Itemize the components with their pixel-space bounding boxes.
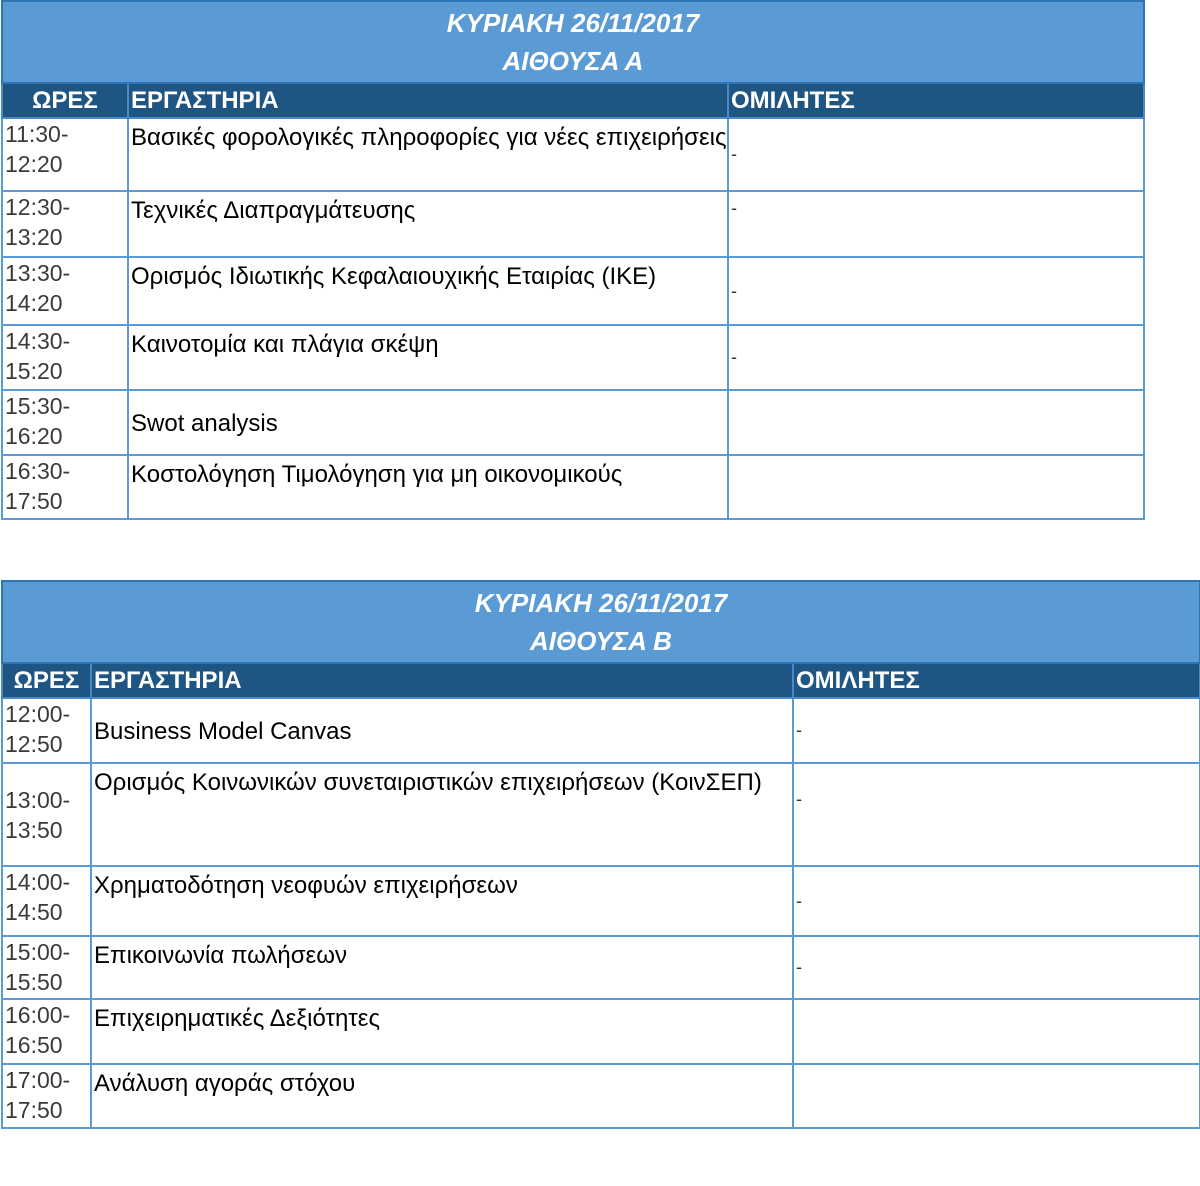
speaker-cell: - bbox=[793, 866, 1200, 936]
time-cell: 14:00- 14:50 bbox=[2, 866, 91, 936]
header-row bbox=[2, 663, 1200, 698]
speaker-cell: - bbox=[728, 118, 1144, 191]
title-room: ΑΙΘΟΥΣΑ Α bbox=[502, 46, 644, 76]
speaker-cell: - bbox=[728, 257, 1144, 325]
speaker-cell: - bbox=[728, 325, 1144, 390]
table-row bbox=[2, 455, 1144, 519]
header-workshops: ΕΡΓΑΣΤΗΡΙΑ bbox=[91, 663, 793, 698]
table-row bbox=[2, 866, 1200, 936]
speaker-cell: - bbox=[793, 698, 1200, 763]
table-row bbox=[2, 698, 1200, 763]
speaker-cell bbox=[793, 1064, 1200, 1128]
table-row bbox=[2, 390, 1144, 455]
speaker-cell bbox=[728, 390, 1144, 455]
workshop-cell: Ανάλυση αγοράς στόχου bbox=[91, 1064, 793, 1128]
workshop-cell: Βασικές φορολογικές πληροφορίες για νέες επιχειρήσεις bbox=[128, 118, 728, 191]
time-cell: 17:00- 17:50 bbox=[2, 1064, 91, 1128]
table-row bbox=[2, 257, 1144, 325]
workshop-cell: Ορισμός Ιδιωτικής Κεφαλαιουχικής Εταιρίας (ΙΚΕ) bbox=[128, 257, 728, 325]
workshop-cell: Swot analysis bbox=[128, 390, 728, 455]
workshop-cell: Επικοινωνία πωλήσεων bbox=[91, 936, 793, 999]
workshop-cell: Καινοτομία και πλάγια σκέψη bbox=[128, 325, 728, 390]
title-date: ΚΥΡΙΑΚΗ 26/11/2017 bbox=[446, 8, 700, 38]
workshop-cell: Τεχνικές Διαπραγμάτευσης bbox=[128, 191, 728, 257]
speaker-cell: - bbox=[728, 191, 1144, 257]
header-time: ΩΡΕΣ bbox=[2, 83, 128, 118]
workshop-cell: Ορισμός Κοινωνικών συνεταιριστικών επιχειρήσεων (ΚοινΣΕΠ) bbox=[91, 763, 793, 866]
table-row bbox=[2, 1064, 1200, 1128]
workshop-cell: Κοστολόγηση Τιμολόγηση για μη οικονομικούς bbox=[128, 455, 728, 519]
speaker-cell bbox=[793, 999, 1200, 1064]
schedule-table-room-a bbox=[1, 0, 1145, 520]
table-title-row bbox=[2, 581, 1200, 663]
time-cell: 15:30- 16:20 bbox=[2, 390, 128, 455]
header-time: ΩΡΕΣ bbox=[2, 663, 91, 698]
speaker-cell: - bbox=[793, 936, 1200, 999]
time-cell: 14:30- 15:20 bbox=[2, 325, 128, 390]
header-workshops: ΕΡΓΑΣΤΗΡΙΑ bbox=[128, 83, 728, 118]
schedule-table-room-b bbox=[1, 580, 1200, 1129]
header-speakers: ΟΜΙΛΗΤΕΣ bbox=[793, 663, 1200, 698]
time-cell: 13:00- 13:50 bbox=[2, 763, 91, 866]
workshop-cell: Επιχειρηματικές Δεξιότητες bbox=[91, 999, 793, 1064]
time-cell: 16:30- 17:50 bbox=[2, 455, 128, 519]
time-cell: 12:00- 12:50 bbox=[2, 698, 91, 763]
workshop-cell: Business Model Canvas bbox=[91, 698, 793, 763]
table-row bbox=[2, 191, 1144, 257]
time-cell: 13:30- 14:20 bbox=[2, 257, 128, 325]
table-row bbox=[2, 999, 1200, 1064]
time-cell: 11:30- 12:20 bbox=[2, 118, 128, 191]
table-title bbox=[2, 581, 1200, 663]
table-row bbox=[2, 936, 1200, 999]
workshop-cell: Χρηματοδότηση νεοφυών επιχειρήσεων bbox=[91, 866, 793, 936]
table-title bbox=[2, 1, 1144, 83]
header-row bbox=[2, 83, 1144, 118]
table-title-row bbox=[2, 1, 1144, 83]
title-room: ΑΙΘΟΥΣΑ Β bbox=[530, 626, 672, 656]
time-cell: 12:30- 13:20 bbox=[2, 191, 128, 257]
time-cell: 16:00- 16:50 bbox=[2, 999, 91, 1064]
table-row bbox=[2, 763, 1200, 866]
time-cell: 15:00- 15:50 bbox=[2, 936, 91, 999]
table-row bbox=[2, 118, 1144, 191]
speaker-cell: - bbox=[793, 763, 1200, 866]
header-speakers: ΟΜΙΛΗΤΕΣ bbox=[728, 83, 1144, 118]
speaker-cell bbox=[728, 455, 1144, 519]
title-date: ΚΥΡΙΑΚΗ 26/11/2017 bbox=[474, 588, 728, 618]
table-row bbox=[2, 325, 1144, 390]
